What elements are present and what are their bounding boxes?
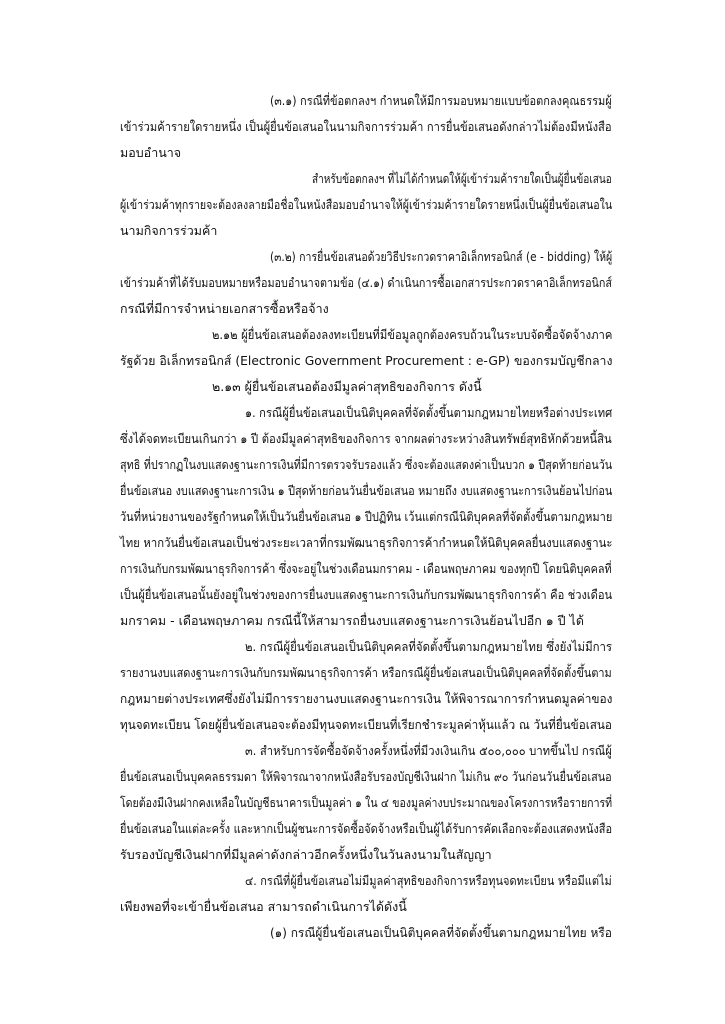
text-line: รัฐด้วย อิเล็กทรอนิกส์ (Electronic Government Procurement : e-GP) ของกรมบัญชีกลาง — [120, 353, 613, 368]
text-line: เพียงพอที่จะเข้ายื่นข้อเสนอ สามารถดำเนินการได้ดังนี้ — [120, 899, 407, 914]
text-line: กรณีที่มีการจำหน่ายเอกสารซื้อหรือจ้าง — [120, 301, 329, 316]
text-line: ยื่นข้อเสนอ งบแสดงฐานะการเงิน ๑ ปีสุดท้ายก่อนวันยื่นข้อเสนอ หมายถึง งบแสดงฐานะการเงินย้อนไปก่อน — [120, 483, 613, 498]
text-line: ยื่นข้อเสนอในแต่ละครั้ง และหากเป็นผู้ชนะการจัดซื้อจัดจ้างหรือเป็นผู้ได้รับการคัดเลือกจะต้องแสดงหนังสือ — [120, 821, 613, 836]
text-line: วันที่หน่วยงานของรัฐกำหนดให้เป็นวันยื่นข้อเสนอ ๑ ปีปฏิทิน เว้นแต่กรณีนิติบุคคลที่จัดตั้งขึ้นตามกฎหมาย — [120, 509, 613, 524]
text-line: ๓. สำหรับการจัดซื้อจัดจ้างครั้งหนึ่งที่มีวงเงินเกิน ๕๐๐,๐๐๐ บาทขึ้นไป กรณีผู้ — [245, 743, 612, 758]
text-line: ๒.๑๒ ผู้ยื่นข้อเสนอต้องลงทะเบียนที่มีข้อมูลถูกต้องครบถ้วนในระบบจัดซื้อจัดจ้างภาค — [212, 327, 613, 342]
text-line: โดยต้องมีเงินฝากคงเหลือในบัญชีธนาคารเป็นมูลค่า ๑ ใน ๔ ของมูลค่างบประมาณของโครงการหรือรายการที่ — [120, 795, 613, 810]
text-line: ไทย หากวันยื่นข้อเสนอเป็นช่วงระยะเวลาที่กรมพัฒนาธุรกิจการค้ากำหนดให้นิติบุคคลยื่นงบแสดงฐานะ — [120, 535, 613, 550]
text-line: นามกิจการร่วมค้า — [120, 223, 218, 238]
text-line: ๒.๑๓ ผู้ยื่นข้อเสนอต้องมีมูลค่าสุทธิของกิจการ ดังนี้ — [212, 379, 482, 394]
text-line: สุทธิ ที่ปรากฏในงบแสดงฐานะการเงินที่มีการตรวจรับรองแล้ว ซึ่งจะต้องแสดงค่าเป็นบวก ๑ ปีสุดท้ายก่อนวัน — [120, 457, 613, 472]
text-line: ๔. กรณีที่ผู้ยื่นข้อเสนอไม่มีมูลค่าสุทธิของกิจการหรือทุนจดทะเบียน หรือมีแต่ไม่ — [245, 873, 612, 888]
text-line: ผู้เข้าร่วมค้าทุกรายจะต้องลงลายมือชื่อในหนังสือมอบอำนาจให้ผู้เข้าร่วมค้ารายใดรายหนึ่งเป็นผู้ยื่นข้อเสนอใน — [120, 197, 613, 212]
text-line: (๑) กรณีผู้ยื่นข้อเสนอเป็นนิติบุคคลที่จัดตั้งขึ้นตามกฎหมายไทย หรือ — [270, 925, 612, 940]
text-line: มอบอำนาจ — [120, 145, 182, 160]
text-line: สำหรับข้อตกลงฯ ที่ไม่ได้กำหนดให้ผู้เข้าร่วมค้ารายใดเป็นผู้ยื่นข้อเสนอ — [312, 171, 612, 186]
text-line: (๓.๒) การยื่นข้อเสนอด้วยวิธีประกวดราคาอิเล็กทรอนิกส์ (e - bidding) ให้ผู้ — [270, 249, 613, 264]
text-line: ทุนจดทะเบียน โดยผู้ยื่นข้อเสนอจะต้องมีทุนจดทะเบียนที่เรียกชำระมูลค่าหุ้นแล้ว ณ วันที่ยื่นข้อเสนอ — [120, 717, 612, 732]
text-line: ๑. กรณีผู้ยื่นข้อเสนอเป็นนิติบุคคลที่จัดตั้งขึ้นตามกฎหมายไทยหรือต่างประเทศ — [245, 405, 613, 420]
text-line: กฎหมายต่างประเทศซึ่งยังไม่มีการรายงานงบแสดงฐานะการเงิน ให้พิจารณาการกำหนดมูลค่าของ — [120, 691, 613, 706]
text-line: เข้าร่วมค้าที่ได้รับมอบหมายหรือมอบอำนาจตามข้อ (๔.๑) ดำเนินการซื้อเอกสารประกวดราคาอิเล็กทรอนิกส์ — [120, 275, 612, 290]
text-line: รายงานงบแสดงฐานะการเงินกับกรมพัฒนาธุรกิจการค้า หรือกรณีผู้ยื่นข้อเสนอเป็นนิติบุคคลที่จัดตั้งขึ้นตาม — [120, 665, 612, 680]
text-line: (๓.๑) กรณีที่ข้อตกลงฯ กำหนดให้มีการมอบหมายแบบข้อตกลงคุณธรรมผู้ — [270, 93, 612, 108]
text-line: ยื่นข้อเสนอเป็นบุคคลธรรมดา ให้พิจารณาจากหนังสือรับรองบัญชีเงินฝาก ไม่เกิน ๙๐ วันก่อนวันยื่นข้อเสนอ — [120, 769, 612, 784]
text-line: การเงินกับกรมพัฒนาธุรกิจการค้า ซึ่งจะอยู่ในช่วงเดือนมกราคม - เดือนพฤษภาคม ของทุกปี โดยนิติบุคคลที่ — [120, 561, 612, 576]
text-line: เป็นผู้ยื่นข้อเสนอนั้นยังอยู่ในช่วงของการยื่นงบแสดงฐานะการเงินกับกรมพัฒนาธุรกิจการค้า คือ ช่วงเดือน — [120, 587, 613, 602]
text-line: ซึ่งได้จดทะเบียนเกินกว่า ๑ ปี ต้องมีมูลค่าสุทธิของกิจการ จากผลต่างระหว่างสินทรัพย์สุทธิหักด้วยหนี้สิน — [120, 431, 612, 446]
text-line: ๒. กรณีผู้ยื่นข้อเสนอเป็นนิติบุคคลที่จัดตั้งขึ้นตามกฎหมายไทย ซึ่งยังไม่มีการ — [245, 639, 613, 654]
text-line: เข้าร่วมค้ารายใดรายหนึ่ง เป็นผู้ยื่นข้อเสนอในนามกิจการร่วมค้า การยื่นข้อเสนอดังกล่าวไม่ต้องมีหนังสือ — [120, 119, 612, 134]
text-line: มกราคม - เดือนพฤษภาคม กรณีนี้ให้สามารถยื่นงบแสดงฐานะการเงินย้อนไปอีก ๑ ปี ได้ — [120, 613, 584, 628]
text-line: รับรองบัญชีเงินฝากที่มีมูลค่าดังกล่าวอีกครั้งหนึ่งในวันลงนามในสัญญา — [120, 847, 492, 862]
